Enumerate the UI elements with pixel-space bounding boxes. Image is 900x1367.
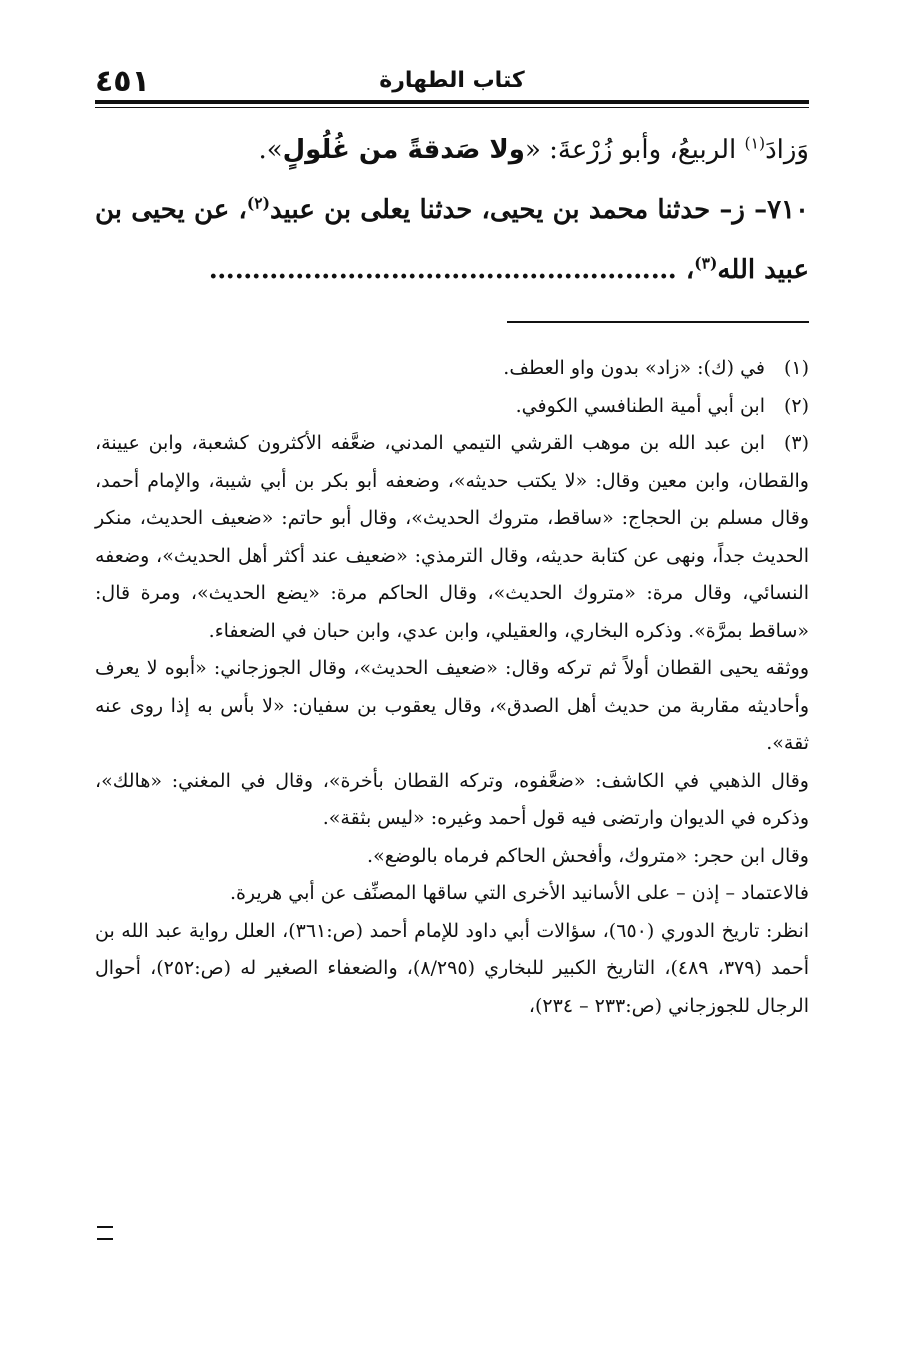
running-title: كتاب الطهارة [379, 68, 525, 93]
footnote-ref-2[interactable]: (٢) [246, 193, 271, 213]
header-rule-thin [95, 107, 809, 108]
footnote-label: (١) [783, 357, 809, 379]
page-header [95, 64, 809, 99]
hadith-number: ٧١٠ [767, 195, 809, 225]
footnote-separator [507, 321, 809, 323]
footnote-ref-1[interactable]: (١) [744, 134, 766, 153]
hadith-entry: ٧١٠– ز– حدثنا محمد بن يحيى، حدثنا يعلى بن عبيد$^{(٢)}$، عن يحيى بن عبيد الله$^{(٣)}$، ……………………………………………… [95, 193, 809, 285]
footnote-3-para: وقال ابن حجر: «متروك، وأفحش الحاكم فرماه بالوضع». [367, 844, 809, 867]
continuation-mark [97, 1226, 113, 1240]
hadith-quote: ولا صَدقةً من غُلُولٍ [282, 135, 525, 165]
footnote-3-para: ووثقه يحيى القطان أولاً ثم تركه وقال: «ضعيف الحديث»، وقال الجوزجاني: «أبوه لا يعرف وأحاديثه مقاربة من حديث أهل الصدق»، وقال يعقوب بن سفيان: «لا بأس به إذا روى عنه ثقة». [95, 657, 809, 754]
footnote-1: (١)في (ك): «زاد» بدون واو العطف. [95, 350, 809, 388]
footnotes [95, 350, 809, 1025]
footnote-ref-3[interactable]: (٣) [694, 253, 718, 273]
header-rule-thick [95, 100, 809, 104]
omission-dots: ……………………………………………… [208, 255, 677, 285]
main-text [95, 120, 809, 300]
footnote-label: (٢) [783, 394, 809, 417]
page-number: ٤٥١ [95, 64, 150, 99]
footnote-3-para: فالاعتماد – إذن – على الأسانيد الأخرى التي ساقها المصنِّف عن أبي هريرة. [229, 882, 809, 904]
footnote-3-para: وقال الذهبي في الكاشف: «ضعَّفوه، وتركه القطان بأخرة»، وقال في المغني: «هالك»، وذكره في الديوان وارتضى فيه قول أحمد وغيره: «ليس بثقة». [95, 769, 809, 829]
narration-line: وَزادَ$^{(١)}$ الربيعُ، وأبو زُرْعةَ: «ولا صَدقةً من غُلُولٍ». [258, 134, 809, 165]
footnote-2: (٢)ابن أبي أمية الطنافسي الكوفي. [95, 388, 809, 426]
footnote-label: (٣) [783, 432, 809, 454]
footnote-3-para: انظر: تاريخ الدوري (٦٥٠)، سؤالات أبي داود للإمام أحمد (ص:٣٦١)، العلل رواية عبد الله بن أحمد (٣٧٩، ٤٨٩)، التاريخ الكبير للبخاري (٨/٢٩٥)، والضعفاء الصغير له (ص:٢٥٢)، أحوال الرجال للجوزجاني (ص:٢٣٣ – ٢٣٤)، [95, 919, 810, 1017]
footnote-3: (٣)ابن عبد الله بن موهب القرشي التيمي المدني، ضعَّفه الأكثرون كشعبة، وابن عيينة، والقطان، وابن معين وقال: «لا يكتب حديثه»، وضعفه أبو بكر بن أبي شيبة، والإمام أحمد، وقال مسلم بن الحجاج: «ساقط، متروك الحديث»، وقال أبو حاتم: «ضعيف الحديث، منكر الحديث جداً، ونهى عن كتابة حديثه، وقال الترمذي: «ضعيف عند أكثر أهل الحديث»، وضعفه النسائي، وقال مرة: «متروك الحديث»، وقال الحاكم مرة: «يضع الحديث»، ومرة قال: «ساقط بمرَّة». وذكره البخاري، والعقيلي، وابن عدي، وابن حبان في الضعفاء. [95, 425, 809, 650]
